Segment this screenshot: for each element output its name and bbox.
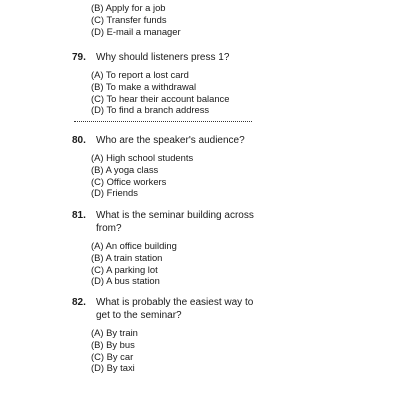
- option: (D) A bus station: [91, 275, 160, 287]
- section-divider: [74, 121, 252, 122]
- option: (B) Apply for a job: [91, 2, 166, 13]
- question-text: What is the seminar building across from?: [96, 210, 254, 234]
- option: (C) Office workers: [91, 175, 167, 187]
- question-number: 82.: [72, 297, 86, 308]
- question-text: Why should listeners press 1?: [96, 52, 230, 63]
- option: (B) By bus: [91, 338, 135, 350]
- option: (B) To make a withdrawal: [91, 80, 197, 92]
- question-text: Who are the speaker's audience?: [96, 135, 245, 146]
- option: (D) Friends: [91, 187, 138, 199]
- continued-question-left: [74, 2, 296, 37]
- question-text: What is probably the easiest way to get to the seminar?: [96, 297, 254, 321]
- option: (C) A parking lot: [91, 263, 158, 275]
- question-80: [74, 134, 296, 199]
- option: (A) High school students: [91, 152, 194, 163]
- question-number: 80.: [72, 135, 86, 146]
- question-number: 81.: [72, 210, 86, 221]
- question-number: 79.: [72, 52, 86, 63]
- option: (C) To hear their account balance: [91, 92, 230, 104]
- option: (D) By taxi: [91, 362, 135, 374]
- option: (D) E-mail a manager: [91, 25, 181, 37]
- option: (D) To find a branch address: [91, 104, 210, 116]
- option: (C) Transfer funds: [91, 13, 167, 25]
- question-81: [74, 209, 296, 287]
- question-82: [74, 296, 296, 374]
- option: (A) To report a lost card: [91, 69, 189, 80]
- option: (C) By car: [91, 350, 134, 362]
- option: (A) An office building: [91, 240, 177, 251]
- option: (B) A yoga class: [91, 163, 159, 175]
- option: (A) By train: [91, 327, 138, 338]
- option: (B) A train station: [91, 251, 163, 263]
- question-79: [74, 51, 296, 116]
